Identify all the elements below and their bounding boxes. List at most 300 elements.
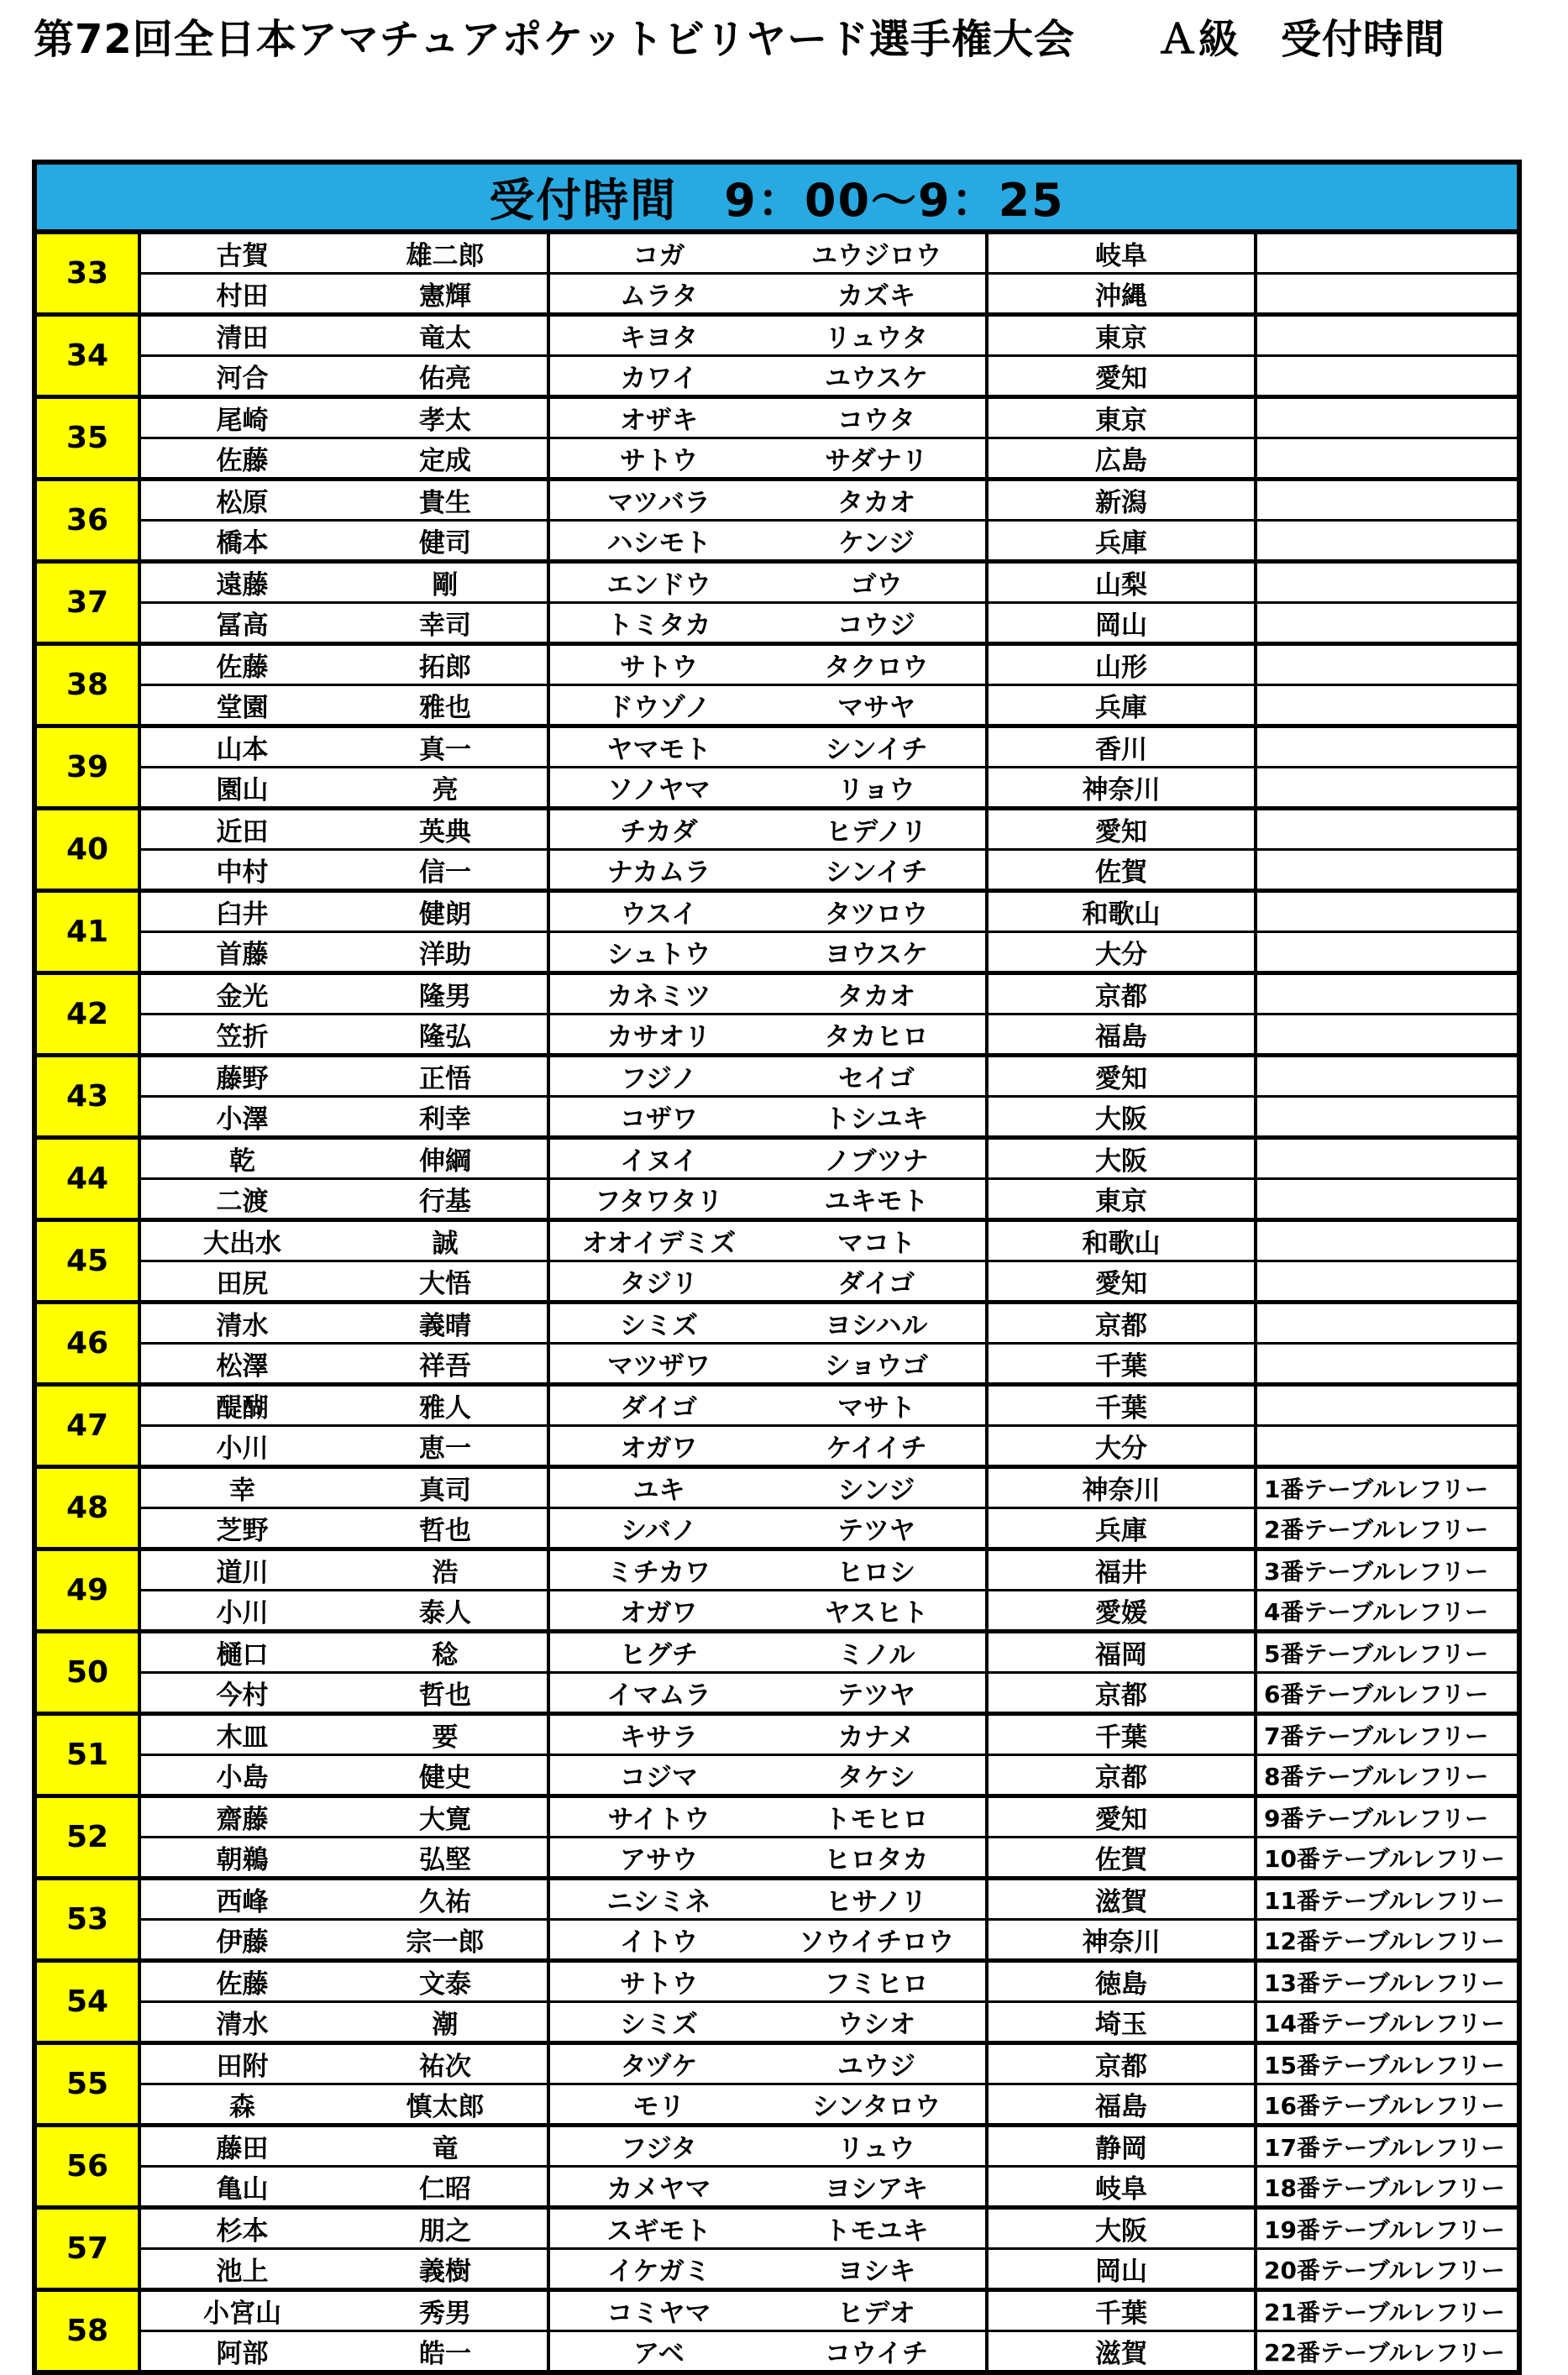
prefecture-cell: 滋賀 [987, 1879, 1256, 1920]
surname-kana-cell: キサラ [548, 1714, 768, 1755]
givenname-kana-cell: シンタロウ [768, 2084, 987, 2126]
surname-kana-cell: ミチカワ [548, 1549, 768, 1591]
entry-number-cell: 56 [34, 2126, 139, 2208]
referee-assignment-cell [1256, 1220, 1519, 1261]
surname-kanji-cell: 松澤 [139, 1344, 343, 1385]
surname-kanji-cell: 中村 [139, 850, 343, 891]
givenname-kanji-cell: 利幸 [343, 1097, 548, 1138]
player-row [34, 850, 1519, 891]
surname-kana-cell: シミズ [548, 2002, 768, 2043]
givenname-kana-cell: トモヒロ [768, 1796, 987, 1838]
givenname-kanji-cell: 亮 [343, 768, 548, 809]
referee-assignment-cell [1256, 1056, 1519, 1097]
surname-kana-cell: モリ [548, 2084, 768, 2126]
page-title: 第72回全日本アマチュアポケットビリヤード選手権大会 Ａ級 受付時間 [34, 16, 1445, 63]
givenname-kana-cell: テツヤ [768, 1508, 987, 1549]
givenname-kana-cell: コウタ [768, 397, 987, 438]
referee-assignment-cell: 8番テーブルレフリー [1256, 1755, 1519, 1796]
givenname-kanji-cell: 義樹 [343, 2249, 548, 2290]
givenname-kanji-cell: 皓一 [343, 2331, 548, 2373]
entry-number-cell: 53 [34, 1879, 139, 1961]
prefecture-cell: 滋賀 [987, 2331, 1256, 2373]
player-row [34, 356, 1519, 397]
givenname-kanji-cell: 信一 [343, 850, 548, 891]
surname-kana-cell: コジマ [548, 1755, 768, 1796]
prefecture-cell: 沖縄 [987, 274, 1256, 315]
surname-kana-cell: カネミツ [548, 973, 768, 1014]
player-row [34, 809, 1519, 850]
prefecture-cell: 京都 [987, 1303, 1256, 1344]
prefecture-cell: 岐阜 [987, 232, 1256, 274]
prefecture-cell: 福岡 [987, 1632, 1256, 1673]
player-row [34, 1014, 1519, 1056]
player-row [34, 2290, 1519, 2331]
prefecture-cell: 大分 [987, 932, 1256, 973]
surname-kanji-cell: 清水 [139, 1303, 343, 1344]
givenname-kana-cell: トシユキ [768, 1097, 987, 1138]
entry-number-cell: 58 [34, 2290, 139, 2373]
givenname-kanji-cell: 秀男 [343, 2290, 548, 2331]
referee-assignment-cell [1256, 603, 1519, 644]
surname-kana-cell: イヌイ [548, 1138, 768, 1179]
givenname-kana-cell: リョウ [768, 768, 987, 809]
givenname-kanji-cell: 祥吾 [343, 1344, 548, 1385]
prefecture-cell: 大阪 [987, 2208, 1256, 2249]
prefecture-cell: 神奈川 [987, 768, 1256, 809]
surname-kanji-cell: 伊藤 [139, 1920, 343, 1961]
prefecture-cell: 千葉 [987, 2290, 1256, 2331]
givenname-kana-cell: ヒサノリ [768, 1879, 987, 1920]
referee-assignment-cell [1256, 1426, 1519, 1467]
entry-number-cell: 44 [34, 1138, 139, 1220]
entry-number-cell: 40 [34, 809, 139, 891]
prefecture-cell: 和歌山 [987, 891, 1256, 932]
prefecture-cell: 岡山 [987, 603, 1256, 644]
surname-kana-cell: ハシモト [548, 521, 768, 562]
player-row [34, 932, 1519, 973]
referee-assignment-cell [1256, 809, 1519, 850]
surname-kanji-cell: 杉本 [139, 2208, 343, 2249]
player-row [34, 438, 1519, 480]
referee-assignment-cell [1256, 1261, 1519, 1303]
surname-kana-cell: コガ [548, 232, 768, 274]
givenname-kanji-cell: 健朗 [343, 891, 548, 932]
givenname-kanji-cell: 定成 [343, 438, 548, 480]
givenname-kanji-cell: 雄二郎 [343, 232, 548, 274]
surname-kanji-cell: 尾崎 [139, 397, 343, 438]
surname-kana-cell: カワイ [548, 356, 768, 397]
givenname-kana-cell: ノブツナ [768, 1138, 987, 1179]
surname-kanji-cell: 道川 [139, 1549, 343, 1591]
surname-kana-cell: チカダ [548, 809, 768, 850]
givenname-kanji-cell: 久祐 [343, 1879, 548, 1920]
prefecture-cell: 神奈川 [987, 1467, 1256, 1508]
surname-kana-cell: オガワ [548, 1426, 768, 1467]
givenname-kanji-cell: 真一 [343, 726, 548, 768]
givenname-kana-cell: コウジ [768, 603, 987, 644]
entry-number-cell: 46 [34, 1303, 139, 1385]
referee-assignment-cell [1256, 480, 1519, 521]
surname-kanji-cell: 笠折 [139, 1014, 343, 1056]
referee-assignment-cell [1256, 891, 1519, 932]
givenname-kanji-cell: 幸司 [343, 603, 548, 644]
givenname-kana-cell: ミノル [768, 1632, 987, 1673]
givenname-kanji-cell: 朋之 [343, 2208, 548, 2249]
player-row [34, 1138, 1519, 1179]
surname-kana-cell: トミタカ [548, 603, 768, 644]
givenname-kanji-cell: 伸綱 [343, 1138, 548, 1179]
player-row [34, 2208, 1519, 2249]
referee-assignment-cell: 15番テーブルレフリー [1256, 2043, 1519, 2084]
prefecture-cell: 愛媛 [987, 1591, 1256, 1632]
entry-number-cell: 52 [34, 1796, 139, 1879]
prefecture-cell: 静岡 [987, 2126, 1256, 2167]
referee-assignment-cell: 10番テーブルレフリー [1256, 1838, 1519, 1879]
prefecture-cell: 京都 [987, 1755, 1256, 1796]
surname-kana-cell: コミヤマ [548, 2290, 768, 2331]
surname-kanji-cell: 森 [139, 2084, 343, 2126]
givenname-kana-cell: ユウジ [768, 2043, 987, 2084]
entry-number-cell: 42 [34, 973, 139, 1056]
surname-kanji-cell: 園山 [139, 768, 343, 809]
player-row [34, 1961, 1519, 2002]
entry-number-cell: 34 [34, 315, 139, 397]
surname-kanji-cell: 堂園 [139, 685, 343, 726]
referee-assignment-cell [1256, 562, 1519, 603]
referee-assignment-cell: 4番テーブルレフリー [1256, 1591, 1519, 1632]
givenname-kana-cell: ソウイチロウ [768, 1920, 987, 1961]
surname-kanji-cell: 木皿 [139, 1714, 343, 1755]
surname-kanji-cell: 遠藤 [139, 562, 343, 603]
surname-kana-cell: サトウ [548, 1961, 768, 2002]
referee-assignment-cell [1256, 1138, 1519, 1179]
givenname-kanji-cell: 隆男 [343, 973, 548, 1014]
givenname-kana-cell: ヨシキ [768, 2249, 987, 2290]
surname-kanji-cell: 亀山 [139, 2167, 343, 2208]
referee-assignment-cell: 20番テーブルレフリー [1256, 2249, 1519, 2290]
surname-kanji-cell: 小川 [139, 1426, 343, 1467]
givenname-kanji-cell: 真司 [343, 1467, 548, 1508]
prefecture-cell: 佐賀 [987, 850, 1256, 891]
referee-assignment-cell: 11番テーブルレフリー [1256, 1879, 1519, 1920]
reception-time-header: 受付時間 9：00～9：25 [34, 162, 1519, 232]
givenname-kana-cell: タツロウ [768, 891, 987, 932]
surname-kana-cell: オガワ [548, 1591, 768, 1632]
prefecture-cell: 山形 [987, 644, 1256, 685]
referee-assignment-cell [1256, 1097, 1519, 1138]
prefecture-cell: 和歌山 [987, 1220, 1256, 1261]
givenname-kanji-cell: 雅人 [343, 1385, 548, 1426]
prefecture-cell: 東京 [987, 397, 1256, 438]
player-row [34, 726, 1519, 768]
entry-number-cell: 36 [34, 480, 139, 562]
prefecture-cell: 兵庫 [987, 1508, 1256, 1549]
referee-assignment-cell [1256, 1344, 1519, 1385]
referee-assignment-cell: 21番テーブルレフリー [1256, 2290, 1519, 2331]
givenname-kana-cell: ヨウスケ [768, 932, 987, 973]
player-row [34, 1632, 1519, 1673]
givenname-kana-cell: マサヤ [768, 685, 987, 726]
surname-kanji-cell: 二渡 [139, 1179, 343, 1220]
givenname-kana-cell: タカオ [768, 480, 987, 521]
givenname-kana-cell: ヒデノリ [768, 809, 987, 850]
givenname-kanji-cell: 仁昭 [343, 2167, 548, 2208]
surname-kana-cell: エンドウ [548, 562, 768, 603]
givenname-kana-cell: ショウゴ [768, 1344, 987, 1385]
surname-kana-cell: タジリ [548, 1261, 768, 1303]
referee-assignment-cell [1256, 438, 1519, 480]
surname-kanji-cell: 金光 [139, 973, 343, 1014]
surname-kanji-cell: 醍醐 [139, 1385, 343, 1426]
player-row [34, 891, 1519, 932]
givenname-kana-cell: ヤスヒト [768, 1591, 987, 1632]
givenname-kanji-cell: 哲也 [343, 1673, 548, 1714]
givenname-kanji-cell: 英典 [343, 809, 548, 850]
givenname-kana-cell: ユウジロウ [768, 232, 987, 274]
player-row [34, 1426, 1519, 1467]
surname-kana-cell: イマムラ [548, 1673, 768, 1714]
prefecture-cell: 福井 [987, 1549, 1256, 1591]
entry-number-cell: 55 [34, 2043, 139, 2126]
surname-kana-cell: シバノ [548, 1508, 768, 1549]
prefecture-cell: 愛知 [987, 1056, 1256, 1097]
givenname-kana-cell: マサト [768, 1385, 987, 1426]
referee-assignment-cell: 6番テーブルレフリー [1256, 1673, 1519, 1714]
referee-assignment-cell [1256, 973, 1519, 1014]
givenname-kanji-cell: 佑亮 [343, 356, 548, 397]
surname-kanji-cell: 小川 [139, 1591, 343, 1632]
givenname-kanji-cell: 弘堅 [343, 1838, 548, 1879]
surname-kanji-cell: 田尻 [139, 1261, 343, 1303]
givenname-kana-cell: ヒデオ [768, 2290, 987, 2331]
givenname-kana-cell: シンイチ [768, 726, 987, 768]
surname-kanji-cell: 古賀 [139, 232, 343, 274]
referee-assignment-cell: 5番テーブルレフリー [1256, 1632, 1519, 1673]
player-row [34, 2249, 1519, 2290]
givenname-kanji-cell: 哲也 [343, 1508, 548, 1549]
reception-table [32, 160, 1522, 2375]
referee-assignment-cell [1256, 356, 1519, 397]
givenname-kanji-cell: 潮 [343, 2002, 548, 2043]
entry-number-cell: 39 [34, 726, 139, 809]
surname-kana-cell: アベ [548, 2331, 768, 2373]
givenname-kana-cell: リュウタ [768, 315, 987, 356]
givenname-kana-cell: ゴウ [768, 562, 987, 603]
surname-kana-cell: ナカムラ [548, 850, 768, 891]
referee-assignment-cell [1256, 315, 1519, 356]
givenname-kanji-cell: 恵一 [343, 1426, 548, 1467]
surname-kanji-cell: 池上 [139, 2249, 343, 2290]
referee-assignment-cell [1256, 274, 1519, 315]
surname-kana-cell: サイトウ [548, 1796, 768, 1838]
surname-kana-cell: スギモト [548, 2208, 768, 2249]
player-row [34, 1344, 1519, 1385]
givenname-kana-cell: テツヤ [768, 1673, 987, 1714]
surname-kanji-cell: 阿部 [139, 2331, 343, 2373]
prefecture-cell: 福島 [987, 2084, 1256, 2126]
givenname-kanji-cell: 憲輝 [343, 274, 548, 315]
entry-number-cell: 37 [34, 562, 139, 644]
givenname-kanji-cell: 浩 [343, 1549, 548, 1591]
givenname-kanji-cell: 剛 [343, 562, 548, 603]
player-row [34, 768, 1519, 809]
prefecture-cell: 兵庫 [987, 521, 1256, 562]
referee-assignment-cell: 18番テーブルレフリー [1256, 2167, 1519, 2208]
givenname-kanji-cell: 祐次 [343, 2043, 548, 2084]
givenname-kanji-cell: 泰人 [343, 1591, 548, 1632]
givenname-kana-cell: ケイイチ [768, 1426, 987, 1467]
player-row [34, 644, 1519, 685]
givenname-kanji-cell: 義晴 [343, 1303, 548, 1344]
givenname-kana-cell: タカオ [768, 973, 987, 1014]
player-row [34, 1097, 1519, 1138]
givenname-kana-cell: ヒロタカ [768, 1838, 987, 1879]
referee-assignment-cell: 3番テーブルレフリー [1256, 1549, 1519, 1591]
player-row [34, 1796, 1519, 1838]
prefecture-cell: 佐賀 [987, 1838, 1256, 1879]
reception-time-row [34, 162, 1519, 232]
givenname-kanji-cell: 孝太 [343, 397, 548, 438]
surname-kana-cell: ムラタ [548, 274, 768, 315]
referee-assignment-cell [1256, 850, 1519, 891]
reception-table-body [34, 232, 1519, 2372]
referee-assignment-cell: 14番テーブルレフリー [1256, 2002, 1519, 2043]
surname-kana-cell: ニシミネ [548, 1879, 768, 1920]
surname-kanji-cell: 幸 [139, 1467, 343, 1508]
entry-number-cell: 35 [34, 397, 139, 480]
surname-kana-cell: イケガミ [548, 2249, 768, 2290]
prefecture-cell: 兵庫 [987, 685, 1256, 726]
surname-kanji-cell: 橋本 [139, 521, 343, 562]
prefecture-cell: 京都 [987, 973, 1256, 1014]
surname-kana-cell: シミズ [548, 1303, 768, 1344]
givenname-kana-cell: マコト [768, 1220, 987, 1261]
player-row [34, 1508, 1519, 1549]
givenname-kanji-cell: 拓郎 [343, 644, 548, 685]
player-row [34, 1920, 1519, 1961]
surname-kanji-cell: 乾 [139, 1138, 343, 1179]
surname-kanji-cell: 首藤 [139, 932, 343, 973]
prefecture-cell: 愛知 [987, 1796, 1256, 1838]
prefecture-cell: 神奈川 [987, 1920, 1256, 1961]
prefecture-cell: 大阪 [987, 1138, 1256, 1179]
entry-number-cell: 38 [34, 644, 139, 726]
player-row [34, 1056, 1519, 1097]
surname-kana-cell: タヅケ [548, 2043, 768, 2084]
prefecture-cell: 岐阜 [987, 2167, 1256, 2208]
prefecture-cell: 山梨 [987, 562, 1256, 603]
player-row [34, 521, 1519, 562]
entry-number-cell: 47 [34, 1385, 139, 1467]
givenname-kana-cell: セイゴ [768, 1056, 987, 1097]
referee-assignment-cell: 22番テーブルレフリー [1256, 2331, 1519, 2373]
surname-kanji-cell: 松原 [139, 480, 343, 521]
surname-kanji-cell: 藤田 [139, 2126, 343, 2167]
surname-kanji-cell: 田附 [139, 2043, 343, 2084]
givenname-kanji-cell: 宗一郎 [343, 1920, 548, 1961]
givenname-kanji-cell: 正悟 [343, 1056, 548, 1097]
surname-kana-cell: ウスイ [548, 891, 768, 932]
givenname-kana-cell: サダナリ [768, 438, 987, 480]
entry-number-cell: 41 [34, 891, 139, 973]
referee-assignment-cell [1256, 1303, 1519, 1344]
givenname-kanji-cell: 行基 [343, 1179, 548, 1220]
player-row [34, 603, 1519, 644]
player-row [34, 1549, 1519, 1591]
surname-kanji-cell: 近田 [139, 809, 343, 850]
player-row [34, 2084, 1519, 2126]
entry-number-cell: 45 [34, 1220, 139, 1303]
givenname-kana-cell: ヨシハル [768, 1303, 987, 1344]
surname-kana-cell: ヤマモト [548, 726, 768, 768]
player-row [34, 1467, 1519, 1508]
surname-kana-cell: カサオリ [548, 1014, 768, 1056]
surname-kana-cell: ユキ [548, 1467, 768, 1508]
surname-kana-cell: マツザワ [548, 1344, 768, 1385]
player-row [34, 685, 1519, 726]
player-row [34, 2331, 1519, 2373]
surname-kana-cell: マツバラ [548, 480, 768, 521]
player-row [34, 1179, 1519, 1220]
entry-number-cell: 33 [34, 232, 139, 315]
surname-kana-cell: オザキ [548, 397, 768, 438]
player-row [34, 1755, 1519, 1796]
referee-assignment-cell: 17番テーブルレフリー [1256, 2126, 1519, 2167]
player-row [34, 1385, 1519, 1426]
surname-kanji-cell: 佐藤 [139, 1961, 343, 2002]
prefecture-cell: 岡山 [987, 2249, 1256, 2290]
surname-kana-cell: コザワ [548, 1097, 768, 1138]
givenname-kana-cell: シンジ [768, 1467, 987, 1508]
givenname-kanji-cell: 稔 [343, 1632, 548, 1673]
prefecture-cell: 千葉 [987, 1714, 1256, 1755]
entry-number-cell: 43 [34, 1056, 139, 1138]
surname-kana-cell: ヒグチ [548, 1632, 768, 1673]
player-row [34, 2126, 1519, 2167]
referee-assignment-cell [1256, 1014, 1519, 1056]
surname-kana-cell: サトウ [548, 644, 768, 685]
player-row [34, 1838, 1519, 1879]
prefecture-cell: 千葉 [987, 1385, 1256, 1426]
givenname-kana-cell: シンイチ [768, 850, 987, 891]
givenname-kana-cell: ヒロシ [768, 1549, 987, 1591]
surname-kanji-cell: 山本 [139, 726, 343, 768]
prefecture-cell: 徳島 [987, 1961, 1256, 2002]
surname-kanji-cell: 清田 [139, 315, 343, 356]
player-row [34, 1714, 1519, 1755]
referee-assignment-cell: 1番テーブルレフリー [1256, 1467, 1519, 1508]
entry-number-cell: 57 [34, 2208, 139, 2290]
givenname-kanji-cell: 竜 [343, 2126, 548, 2167]
referee-assignment-cell [1256, 932, 1519, 973]
surname-kanji-cell: 村田 [139, 274, 343, 315]
surname-kanji-cell: 河合 [139, 356, 343, 397]
referee-assignment-cell: 9番テーブルレフリー [1256, 1796, 1519, 1838]
prefecture-cell: 新潟 [987, 480, 1256, 521]
prefecture-cell: 京都 [987, 1673, 1256, 1714]
surname-kana-cell: アサウ [548, 1838, 768, 1879]
givenname-kana-cell: ウシオ [768, 2002, 987, 2043]
prefecture-cell: 愛知 [987, 356, 1256, 397]
surname-kana-cell: サトウ [548, 438, 768, 480]
referee-assignment-cell: 2番テーブルレフリー [1256, 1508, 1519, 1549]
referee-assignment-cell [1256, 232, 1519, 274]
entry-number-cell: 54 [34, 1961, 139, 2043]
player-row [34, 274, 1519, 315]
surname-kanji-cell: 大出水 [139, 1220, 343, 1261]
givenname-kanji-cell: 健司 [343, 521, 548, 562]
givenname-kana-cell: タケシ [768, 1755, 987, 1796]
